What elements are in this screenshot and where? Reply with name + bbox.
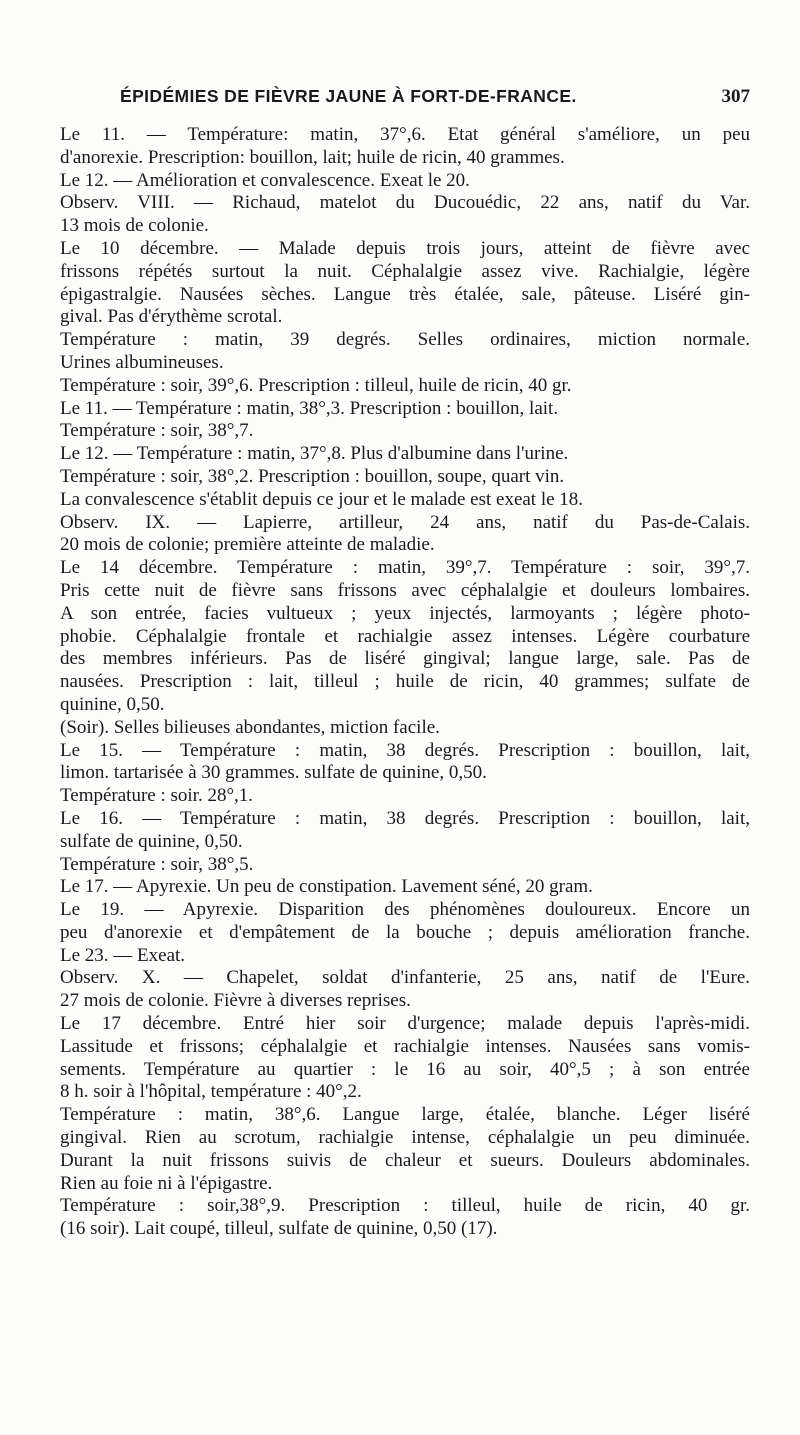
text-line: A son entrée, facies vultueux ; yeux injectés, larmoyants ; légère photo-	[60, 602, 750, 624]
text-line: Le 17 décembre. Entré hier soir d'urgence; malade depuis l'après-midi.	[60, 1013, 750, 1035]
text-line: Température : soir. 28°,1.	[60, 785, 254, 807]
text-line: limon. tartarisée à 30 grammes. sulfate de quinine, 0,50.	[60, 762, 487, 784]
text-line: Température : matin, 39 degrés. Selles ordinaires, miction normale.	[60, 329, 750, 351]
text-line: Le 10 décembre. — Malade depuis trois jours, atteint de fièvre avec	[60, 237, 750, 259]
text-line: Observ. X. — Chapelet, soldat d'infanterie, 25 ans, natif de l'Eure.	[60, 967, 750, 989]
text-line: Le 12. — Température : matin, 37°,8. Plus d'albumine dans l'urine.	[60, 443, 569, 465]
text-line: 20 mois de colonie; première atteinte de maladie.	[60, 534, 435, 556]
text-line: Lassitude et frissons; céphalalgie et rachialgie intenses. Nausées sans vomis-	[60, 1035, 750, 1057]
text-line: quinine, 0,50.	[60, 693, 165, 715]
text-line: Le 14 décembre. Température : matin, 39°,7. Température : soir, 39°,7.	[60, 557, 750, 579]
text-line: Température : soir, 38°,2. Prescription : bouillon, soupe, quart vin.	[60, 465, 565, 487]
text-line: 8 h. soir à l'hôpital, température : 40°,2.	[60, 1081, 362, 1103]
text-line: La convalescence s'établit depuis ce jour et le malade est exeat le 18.	[60, 488, 584, 510]
text-line: phobie. Céphalalgie frontale et rachialgie assez intenses. Légère courbature	[60, 625, 750, 647]
page-header	[58, 86, 750, 116]
text-line: gingival. Rien au scrotum, rachialgie intense, céphalalgie un peu diminuée.	[60, 1127, 750, 1149]
text-line: Le 17. — Apyrexie. Un peu de constipation. Lavement séné, 20 gram.	[60, 876, 593, 898]
text-line: Température : matin, 38°,6. Langue large, étalée, blanche. Léger liséré	[60, 1104, 750, 1126]
text-line: (Soir). Selles bilieuses abondantes, miction facile.	[60, 716, 440, 738]
running-title: ÉPIDÉMIES DE FIÈVRE JAUNE À FORT-DE-FRANCE.	[120, 86, 577, 106]
text-line: Urines albumineuses.	[60, 351, 224, 373]
text-line: sulfate de quinine, 0,50.	[60, 830, 243, 852]
text-line: frissons répétés surtout la nuit. Céphalalgie assez vive. Rachialgie, légère	[60, 260, 750, 282]
text-line: Observ. VIII. — Richaud, matelot du Ducouédic, 22 ans, natif du Var.	[60, 192, 750, 214]
text-line: peu d'anorexie et d'empâtement de la bouche ; depuis amélioration franche.	[60, 921, 750, 943]
text-line: d'anorexie. Prescription: bouillon, lait; huile de ricin, 40 grammes.	[60, 146, 565, 168]
text-line: (16 soir). Lait coupé, tilleul, sulfate de quinine, 0,50 (17).	[60, 1218, 498, 1240]
text-line: Observ. IX. — Lapierre, artilleur, 24 ans, natif du Pas-de-Calais.	[60, 511, 750, 533]
text-line: 27 mois de colonie. Fièvre à diverses reprises.	[60, 990, 411, 1012]
text-line: Température : soir, 39°,6. Prescription : tilleul, huile de ricin, 40 gr.	[60, 374, 572, 396]
text-line: Pris cette nuit de fièvre sans frissons avec céphalalgie et douleurs lombaires.	[60, 579, 750, 601]
text-line: 13 mois de colonie.	[60, 215, 209, 237]
text-line: Durant la nuit frissons suivis de chaleur et sueurs. Douleurs abdominales.	[60, 1149, 750, 1171]
text-line: Le 11. — Température: matin, 37°,6. Etat général s'améliore, un peu	[60, 124, 750, 145]
text-line: Température : soir, 38°,5.	[60, 853, 254, 875]
text-line: Le 19. — Apyrexie. Disparition des phénomènes douloureux. Encore un	[60, 899, 750, 921]
text-line: des membres inférieurs. Pas de liséré gingival; langue large, sale. Pas de	[60, 648, 750, 670]
text-line: sements. Température au quartier : le 16 au soir, 40°,5 ; à son entrée	[60, 1058, 750, 1080]
text-line: épigastralgie. Nausées sèches. Langue très étalée, sale, pâteuse. Liséré gin-	[60, 283, 750, 305]
text-line: Rien au foie ni à l'épigastre.	[60, 1172, 273, 1194]
text-line: Température : soir, 38°,7.	[60, 420, 254, 442]
text-line: nausées. Prescription : lait, tilleul ; huile de ricin, 40 grammes; sulfate de	[60, 671, 750, 693]
text-line: Le 12. — Amélioration et convalescence. Exeat le 20.	[60, 169, 470, 191]
text-line: Le 11. — Température : matin, 38°,3. Prescription : bouillon, lait.	[60, 397, 559, 419]
body-text	[60, 124, 750, 1241]
page-number: 307	[721, 86, 750, 107]
text-line: Le 23. — Exeat.	[60, 944, 186, 966]
text-line: Le 16. — Température : matin, 38 degrés. Prescription : bouillon, lait,	[60, 807, 750, 829]
text-line: Température : soir,38°,9. Prescription : tilleul, huile de ricin, 40 gr.	[60, 1195, 750, 1217]
text-line: Le 15. — Température : matin, 38 degrés. Prescription : bouillon, lait,	[60, 739, 750, 761]
text-line: gival. Pas d'érythème scrotal.	[60, 306, 283, 328]
